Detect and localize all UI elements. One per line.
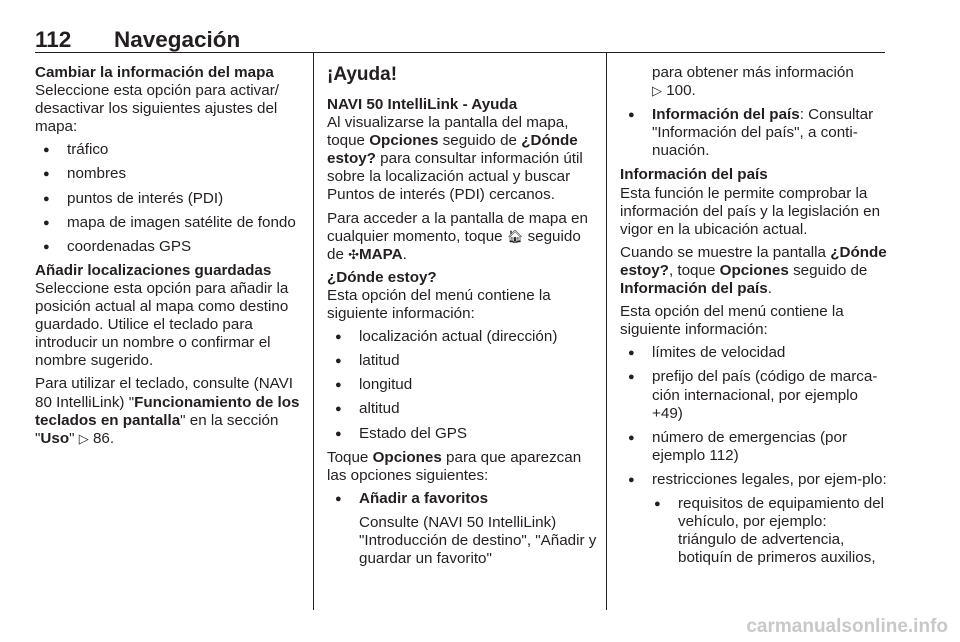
- options-list-cont: [620, 106, 888, 160]
- list-item: ● restricciones legales, por ejem-plo:: [620, 471, 888, 489]
- section-title: ¡Ayuda!: [327, 64, 398, 85]
- paragraph: Esta opción del menú contiene la siguiente información:: [327, 286, 551, 323]
- column-divider-2: [606, 53, 607, 610]
- page-reference-icon: ▷: [652, 83, 662, 99]
- page-reference[interactable]: 100.: [662, 82, 696, 100]
- page-reference[interactable]: 86.: [88, 429, 115, 447]
- watermark: carmanualsonline.info: [746, 616, 948, 637]
- list-item: ● mapa de imagen satélite de fondo: [35, 214, 300, 232]
- list-item: ● localización actual (dirección): [327, 328, 597, 346]
- list-item: ● requisitos de equipamiento del vehículo, por ejemplo: triángulo de advertencia, botiquín de primeros auxilios,: [620, 495, 888, 567]
- paragraph: Esta opción del menú contiene la siguiente información:: [620, 303, 844, 339]
- list-item: ● puntos de interés (PDI): [35, 190, 300, 208]
- page-title: Navegación: [114, 27, 241, 52]
- page-header: [35, 28, 885, 52]
- paragraph: Toque Opciones para que aparezcan las opciones siguientes:: [327, 448, 582, 484]
- paragraph: Esta función le permite comprobar la información del país y la legislación en vigor en la ubicación actual.: [620, 184, 881, 238]
- map-compass-icon: ✣: [348, 246, 360, 262]
- list-item: ● longitud: [327, 376, 597, 394]
- paragraph: Consulte (NAVI 50 IntelliLink) "Introducción de destino", "Añadir y guardar un favorito": [359, 513, 597, 568]
- section-heading: Información del país: [620, 166, 768, 184]
- map-settings-list: [35, 141, 300, 255]
- country-info-list: [620, 344, 888, 489]
- paragraph: Para utilizar el teclado, consulte (NAVI 80 IntelliLink) "Funcionamiento de los teclados en pantalla" en la sección "Uso" ▷ 86.: [35, 375, 300, 447]
- section-heading: NAVI 50 IntelliLink - Ayuda: [327, 96, 518, 113]
- link-keyboard[interactable]: Funcionamiento de los teclados en pantalla: [35, 393, 300, 429]
- section-heading: Cambiar la información del mapa: [35, 64, 274, 81]
- paragraph: Al visualizarse la pantalla del mapa, toque Opciones seguido de ¿Dónde estoy? para consultar información útil sobre la localización actual y buscar Puntos de interés (PDI) cercanos.: [327, 114, 583, 204]
- list-item: ● latitud: [327, 352, 597, 370]
- home-icon: 🏠︎: [506, 228, 524, 244]
- list-item: ● prefijo del país (código de marca-ción internacional, por ejemplo +49): [620, 368, 888, 422]
- options-list: [327, 490, 597, 508]
- list-item: ● nombres: [35, 165, 300, 183]
- paragraph: Para acceder a la pantalla de mapa en cualquier momento, toque 🏠︎ seguido de ✣MAPA.: [327, 209, 588, 263]
- column-1: [35, 64, 300, 453]
- paragraph: Seleccione esta opción para añadir la posición actual al mapa como destino guardado. Utilice el teclado para introducir un nombre o confirmar el nombre sugerido.: [35, 279, 289, 370]
- column-2: [327, 64, 597, 574]
- link-uso[interactable]: Uso: [40, 429, 70, 447]
- section-heading: Añadir localizaciones guardadas: [35, 261, 272, 279]
- list-item: ● tráfico: [35, 141, 300, 159]
- section-heading: ¿Dónde estoy?: [327, 268, 437, 286]
- paragraph: Seleccione esta opción para activar/ desactivar los siguientes ajustes del mapa:: [35, 82, 279, 136]
- list-item: ● Información del país: Consultar "Información del país", a conti-nuación.: [620, 106, 888, 160]
- list-item: ● Estado del GPS: [327, 425, 597, 443]
- restrictions-sublist: [620, 495, 888, 567]
- list-item: ● límites de velocidad: [620, 344, 888, 362]
- page-number: 112: [35, 27, 72, 52]
- column-divider-1: [313, 53, 314, 610]
- list-item: ● Añadir a favoritos: [327, 490, 597, 508]
- list-item: ● número de emergencias (por ejemplo 112): [620, 429, 888, 465]
- header-rule: [35, 52, 885, 53]
- list-item: ● coordenadas GPS: [35, 238, 300, 256]
- location-info-list: [327, 328, 597, 442]
- column-3: [620, 64, 888, 573]
- paragraph: para obtener más información ▷ 100.: [652, 64, 854, 100]
- page-reference-icon: ▷: [78, 430, 89, 446]
- list-item: ● altitud: [327, 400, 597, 418]
- paragraph: Cuando se muestre la pantalla ¿Dónde estoy?, toque Opciones seguido de Información del país.: [620, 243, 887, 298]
